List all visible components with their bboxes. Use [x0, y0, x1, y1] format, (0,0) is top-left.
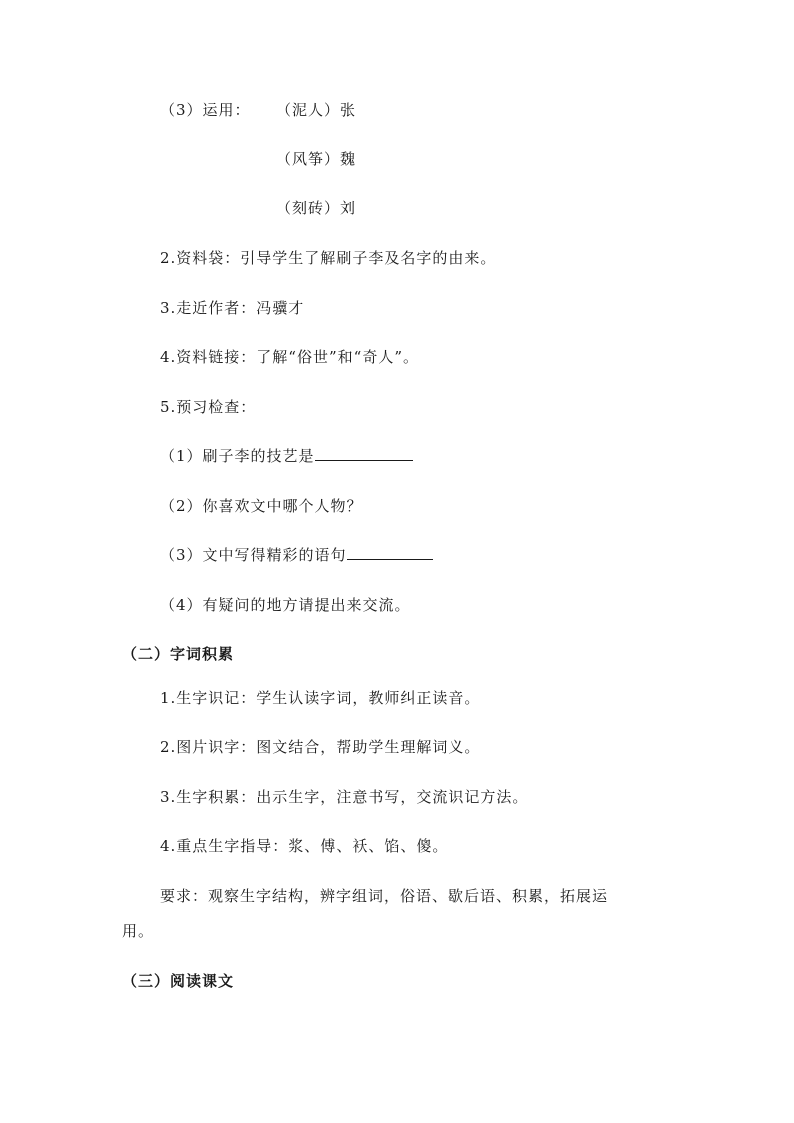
- application-item-kite-wei: （风筝）魏: [276, 150, 357, 168]
- preview-question-4: （4）有疑问的地方请提出来交流。: [160, 596, 411, 614]
- vocab-item-1: 1.生字识记：学生认读字词，教师纠正读音。: [160, 689, 481, 707]
- step-5-title: 5.预习检查：: [160, 398, 257, 416]
- application-item-clay-zhang: （泥人）张: [276, 101, 357, 119]
- section-heading-reading: （三）阅读课文: [122, 972, 235, 990]
- answer-blank-3: [347, 545, 433, 560]
- vocab-item-3: 3.生字积累：出示生字，注意书写，交流识记方法。: [160, 788, 529, 806]
- application-label: （3）运用：: [160, 101, 251, 119]
- answer-blank-1: [315, 446, 413, 461]
- preview-question-3-text: （3）文中写得精彩的语句: [160, 546, 347, 564]
- step-2-materials: 2.资料袋：引导学生了解刷子李及名字的由来。: [160, 249, 497, 267]
- preview-question-3: [160, 545, 433, 565]
- step-3-author: 3.走近作者：冯骥才: [160, 299, 305, 317]
- step-4-link: 4.资料链接：了解“俗世”和“奇人”。: [160, 348, 419, 366]
- section-heading-vocab: （二）字词积累: [122, 645, 235, 663]
- vocab-requirement-line-2: 用。: [122, 922, 155, 940]
- preview-question-1: [160, 446, 413, 466]
- application-item-brick-liu: （刻砖）刘: [276, 199, 357, 217]
- preview-question-2: （2）你喜欢文中哪个人物？: [160, 497, 363, 515]
- vocab-item-4: 4.重点生字指导：浆、傅、袄、馅、傻。: [160, 837, 449, 855]
- vocab-requirement-line-1: 要求：观察生字结构，辨字组词，俗语、歇后语、积累，拓展运: [160, 887, 609, 905]
- vocab-item-2: 2.图片识字：图文结合，帮助学生理解词义。: [160, 738, 481, 756]
- preview-question-1-text: （1）刷子李的技艺是: [160, 447, 315, 465]
